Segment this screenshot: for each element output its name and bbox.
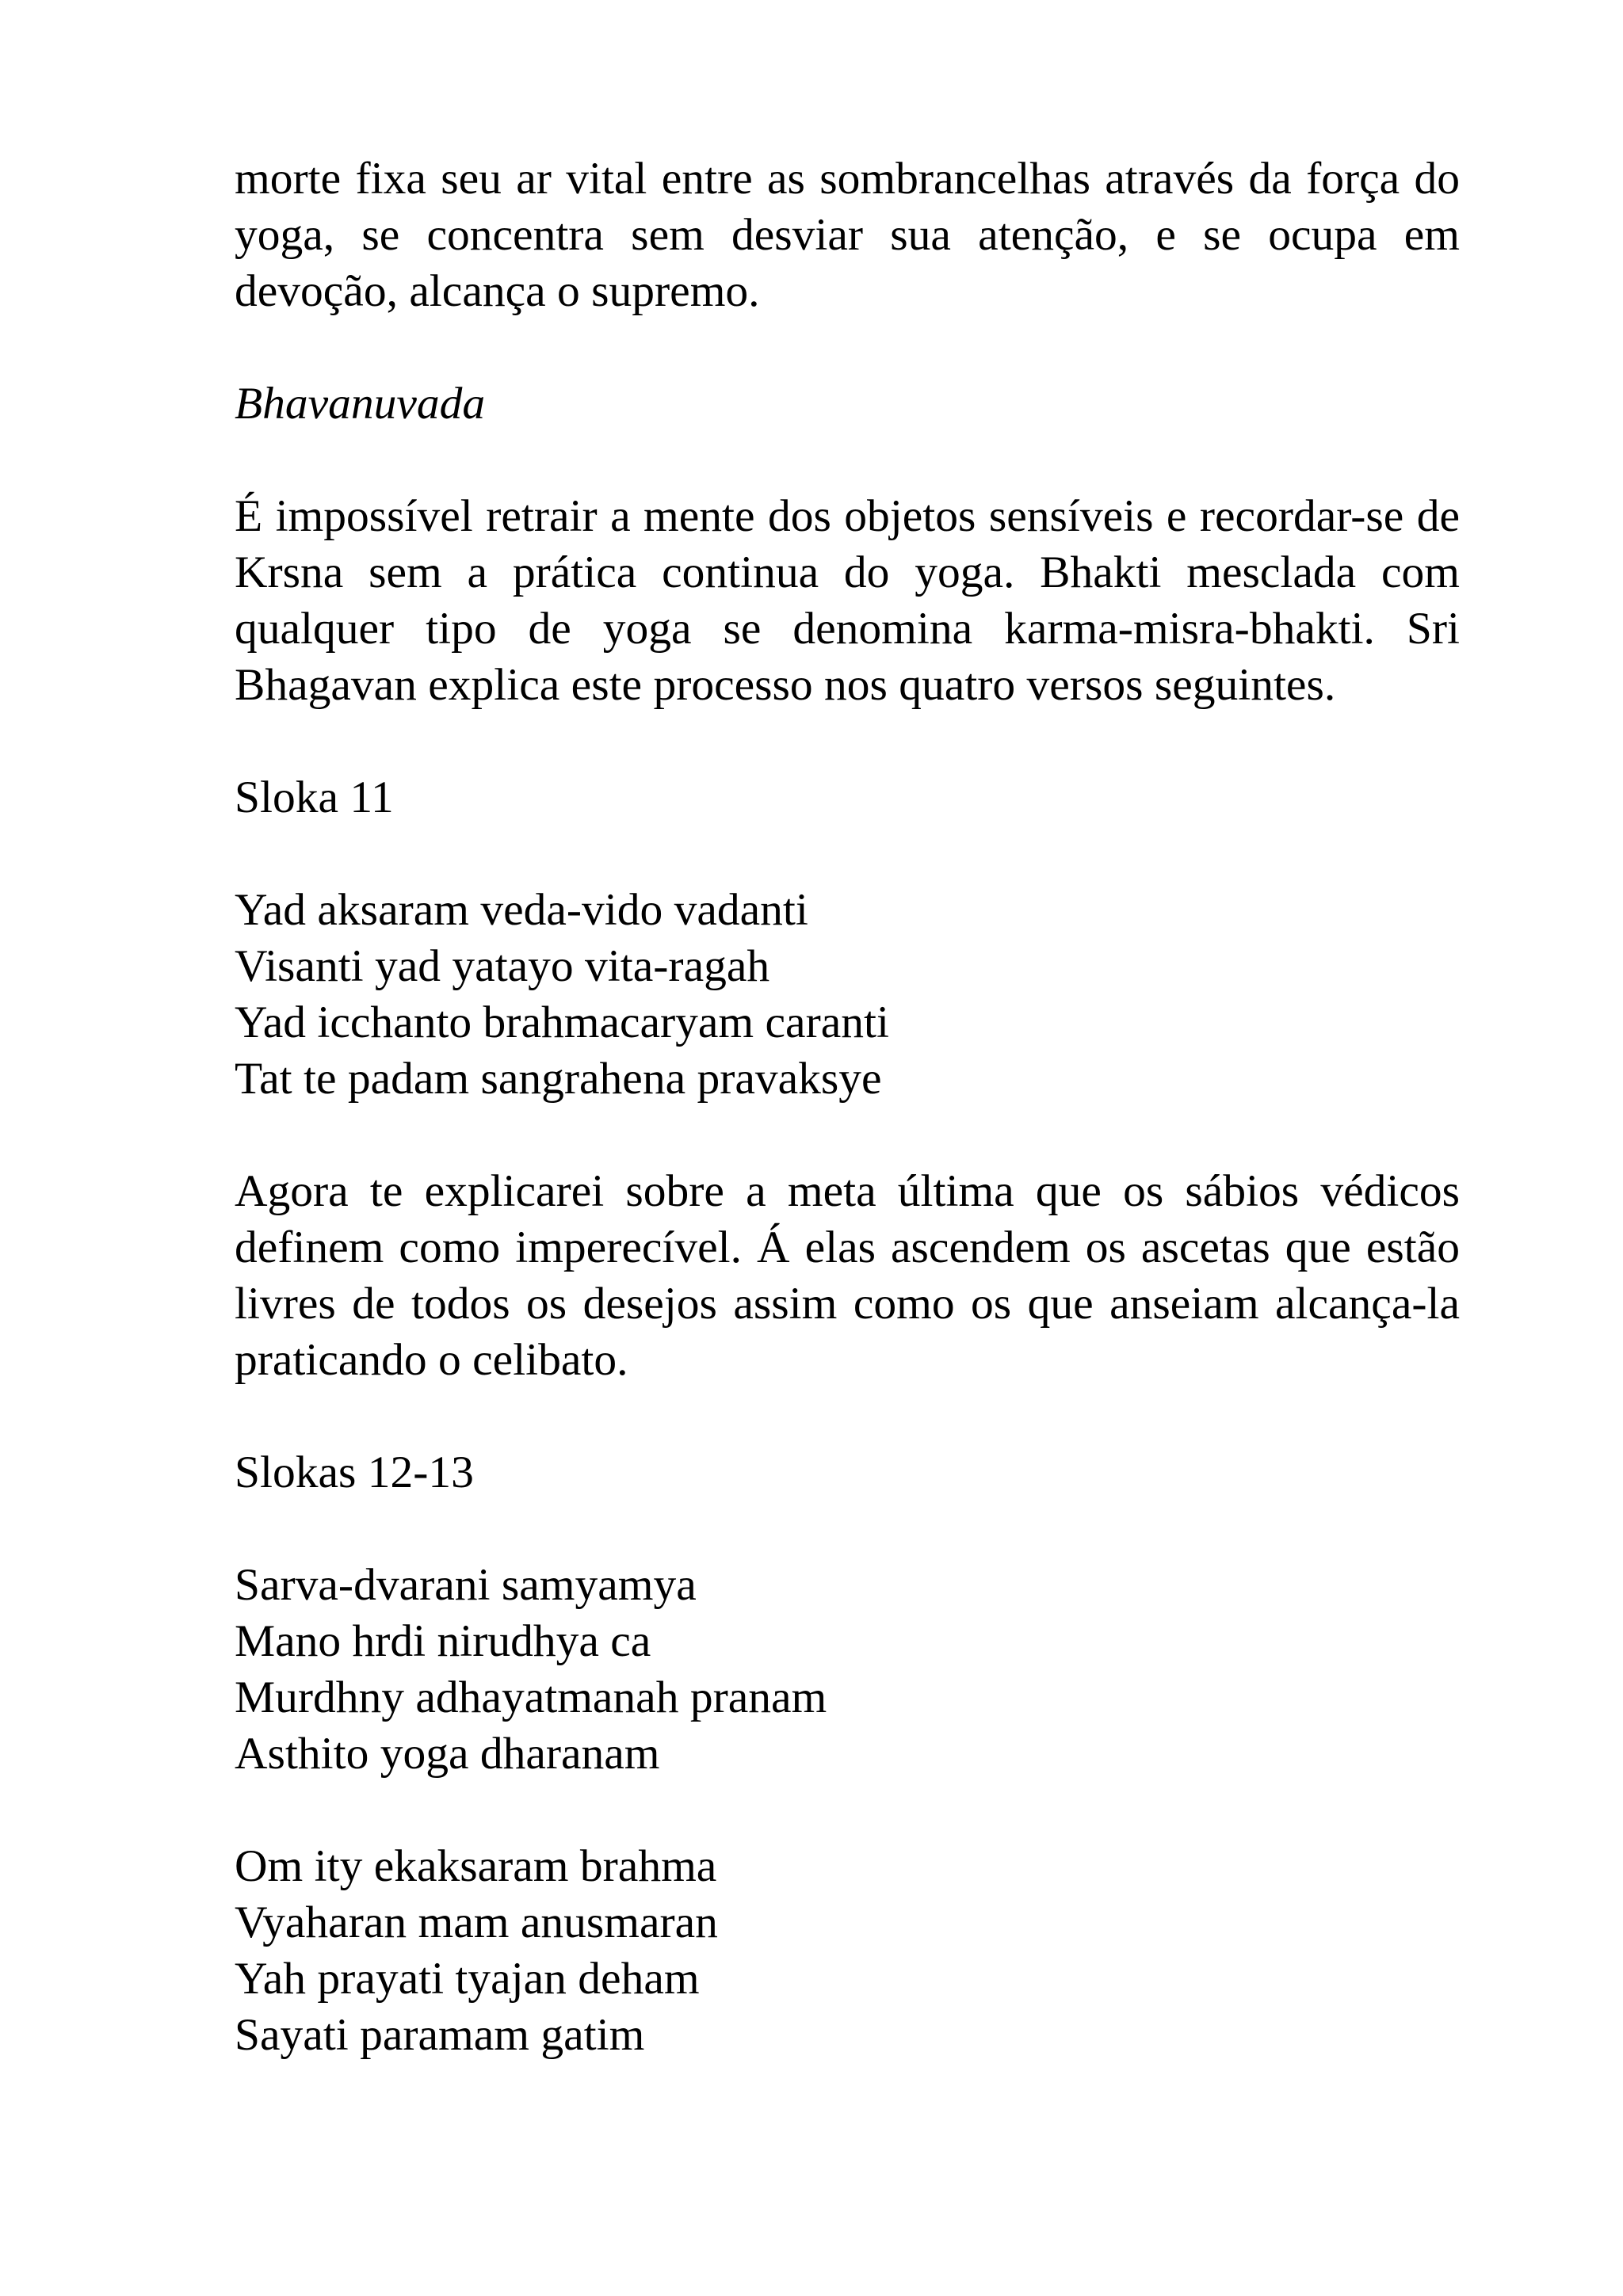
verse-line: Yah prayati tyajan deham: [235, 1954, 700, 2004]
slokas-12-13-verse-b: [235, 1838, 1460, 2063]
verse-line: Yad icchanto brahmacaryam caranti: [235, 997, 889, 1047]
verse-line: Sayati paramam gatim: [235, 2010, 645, 2060]
verse-line: Tat te padam sangrahena pravaksye: [235, 1054, 882, 1104]
verse-line: Yad aksaram veda-vido vadanti: [235, 885, 808, 935]
slokas-12-13-verse-a: [235, 1557, 1460, 1782]
verse-line: Mano hrdi nirudhya ca: [235, 1616, 651, 1666]
sloka-11-translation: Agora te explicarei sobre a meta última que os sábios védicos definem como imperecível. Á elas ascendem os ascetas que estão livres de todos os desejos assim como os que anseiam alcança-la praticando o celibato.: [235, 1166, 1460, 1385]
bhavanuvada-paragraph: É impossível retrair a mente dos objetos sensíveis e recordar-se de Krsna sem a prática continua do yoga. Bhakti mesclada com qualquer tipo de yoga se denomina karma-misra-bhakti. Sri Bhagavan explica este processo nos quatro versos seguintes.: [235, 491, 1460, 710]
verse-line: Murdhny adhayatmanah pranam: [235, 1672, 827, 1722]
bhavanuvada-heading: Bhavanuvada: [235, 379, 486, 429]
verse-line: Sarva-dvarani samyamya: [235, 1560, 697, 1610]
intro-paragraph: morte fixa seu ar vital entre as sombrancelhas através da força do yoga, se concentra sem desviar sua atenção, e se ocupa em devoção, alcança o supremo.: [235, 154, 1460, 316]
verse-line: Visanti yad yatayo vita-ragah: [235, 941, 770, 991]
verse-line: Asthito yoga dharanam: [235, 1729, 660, 1779]
verse-line: Vyaharan mam anusmaran: [235, 1897, 718, 1947]
sloka-11-verse: [235, 882, 1460, 1107]
document-page: [235, 151, 1460, 2063]
verse-line: Om ity ekaksaram brahma: [235, 1841, 717, 1891]
sloka-11-heading: Sloka 11: [235, 772, 394, 822]
slokas-12-13-heading: Slokas 12-13: [235, 1447, 474, 1497]
